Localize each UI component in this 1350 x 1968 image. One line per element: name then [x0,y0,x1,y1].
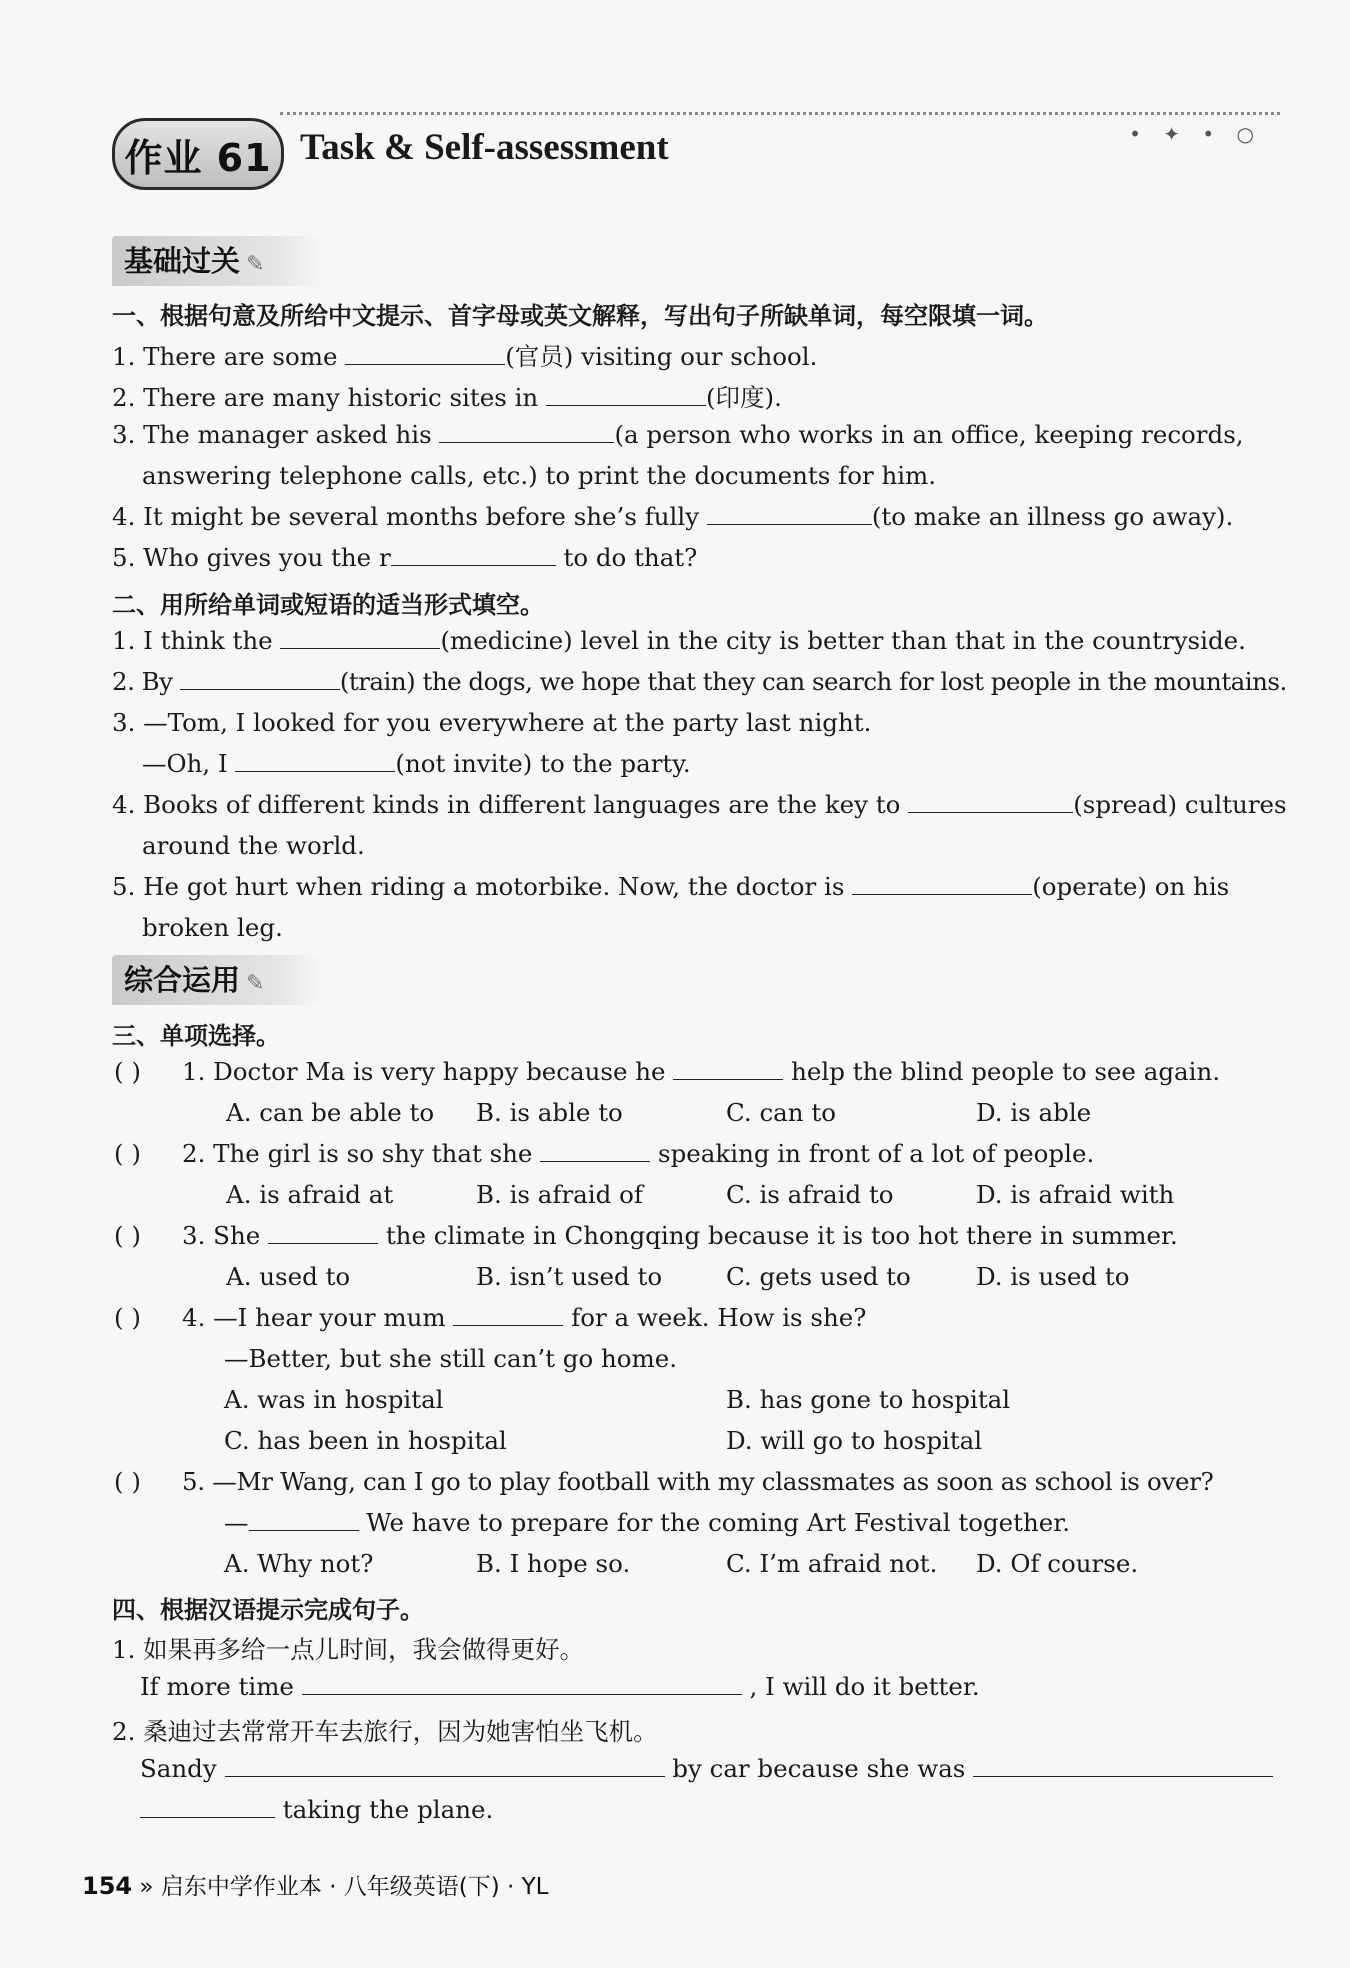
q-text: (not invite) to the party. [395,749,691,778]
option-d: D. is able [976,1098,1092,1127]
option-d: D. is afraid with [976,1180,1175,1209]
page-header [112,112,1262,192]
answer-blank[interactable] [235,749,395,772]
part2-q4 [112,790,1287,819]
q-text: the climate in Chongqing because it is too hot there in summer. [385,1221,1178,1250]
answer-blank[interactable] [439,420,614,443]
option-a: A. was in hospital [224,1385,444,1414]
assignment-badge: 作业 61 [112,118,284,190]
answer-parenthesis[interactable]: ( ) [114,1467,141,1496]
option-b: B. is afraid of [476,1180,643,1209]
part3-q4-reply: —Better, but she still can’t go home. [224,1344,678,1373]
q-text: (a person who works in an office, keeping records, [614,420,1244,449]
answer-blank[interactable] [140,1795,275,1818]
q-text: 1. I think the [112,626,273,655]
part4-q1 [140,1672,1265,1701]
q-text: (印度). [706,383,782,412]
option-c: C. can to [726,1098,836,1127]
part1-q2 [112,379,1265,414]
q-text: help the blind people to see again. [791,1057,1221,1086]
option-a: A. Why not? [224,1549,374,1578]
q-text: 4. It might be several months before she’s fully [112,502,700,531]
option-a: A. is afraid at [226,1180,394,1209]
answer-blank[interactable] [546,383,706,406]
part4-q1-chinese: 1. 如果再多给一点儿时间，我会做得更好。 [112,1635,585,1664]
q-text: 4. —I hear your mum [182,1303,446,1332]
part4-q2-cont [140,1795,1265,1824]
q-text: 5. He got hurt when riding a motorbike. Now, the doctor is [112,872,845,901]
section-banner-label: 基础过关 [124,244,241,278]
answer-blank[interactable] [973,1754,1273,1777]
q-text: — [224,1508,249,1537]
part2-q3: 3. —Tom, I looked for you everywhere at the party last night. [112,708,872,737]
part1-q3-cont: answering telephone calls, etc.) to print the documents for him. [142,461,937,490]
option-a: A. can be able to [226,1098,435,1127]
answer-parenthesis[interactable]: ( ) [114,1139,141,1168]
star-decoration-icon: • ✦ • ○ [1129,122,1262,146]
q-text: 2. The girl is so shy that she [182,1139,533,1168]
book-title: 启东中学作业本 · 八年级英语(下) · YL [160,1874,549,1900]
part1-heading: 一、根据句意及所给中文提示、首字母或英文解释，写出句子所缺单词，每空限填一词。 [112,302,1048,330]
part2-q1 [112,626,1265,655]
page-number: 154 [82,1872,133,1900]
q-text: (operate) on his [1032,872,1230,901]
header-dotted-line [280,112,1280,117]
option-b: B. has gone to hospital [726,1385,1011,1414]
answer-blank[interactable] [707,502,872,525]
pencil-icon: ✎ [246,971,265,996]
answer-parenthesis[interactable]: ( ) [114,1221,141,1250]
q-text: by car because she was [672,1754,966,1783]
option-b: B. isn’t used to [476,1262,663,1291]
option-b: B. I hope so. [476,1549,631,1578]
part2-q5-cont: broken leg. [142,913,283,942]
option-d: D. Of course. [976,1549,1139,1578]
q-text: We have to prepare for the coming Art Festival together. [366,1508,1071,1537]
answer-blank[interactable] [225,1754,665,1777]
q-text: 5. Who gives you the r [112,543,391,572]
q-text: (官员) visiting our school. [505,342,818,371]
part2-q2 [112,667,1287,696]
answer-blank [540,1139,650,1162]
double-arrow-icon: » [139,1874,154,1900]
q-text: for a week. How is she? [571,1303,867,1332]
part2-q3-reply [142,749,1265,778]
answer-blank[interactable] [908,790,1073,813]
answer-blank [268,1221,378,1244]
option-a: A. used to [226,1262,351,1291]
q-text: 2. By [112,667,173,696]
part3-q5: 5. —Mr Wang, can I go to play football with my classmates as soon as school is over? [182,1467,1214,1496]
q-text: 2. There are many historic sites in [112,383,539,412]
option-d: D. will go to hospital [726,1426,983,1455]
option-c: C. gets used to [726,1262,911,1291]
q-text: If more time [140,1672,294,1701]
q-text: 4. Books of different kinds in different languages are the key to [112,790,901,819]
part4-q2-chinese: 2. 桑迪过去常常开车去旅行，因为她害怕坐飞机。 [112,1717,658,1746]
part3-q1 [182,1057,1265,1086]
part3-q3 [182,1221,1265,1250]
pencil-icon: ✎ [246,252,265,277]
answer-blank[interactable] [852,872,1032,895]
part1-q4 [112,502,1265,531]
part2-heading: 二、用所给单词或短语的适当形式填空。 [112,591,544,619]
part3-q4 [182,1303,1265,1332]
q-text: 3. The manager asked his [112,420,432,449]
section-banner-applied [112,955,322,1005]
part2-q4-cont: around the world. [142,831,365,860]
answer-blank[interactable] [391,543,556,566]
option-c: C. I’m afraid not. [726,1549,938,1578]
answer-parenthesis[interactable]: ( ) [114,1303,141,1332]
page-title: Task & Self-assessment [300,127,669,168]
q-text: , I will do it better. [749,1672,980,1701]
option-b: B. is able to [476,1098,623,1127]
q-text: speaking in front of a lot of people. [658,1139,1095,1168]
part3-heading: 三、单项选择。 [112,1022,280,1050]
answer-blank [249,1508,359,1531]
q-text: 3. She [182,1221,261,1250]
q-text: Sandy [140,1754,217,1783]
answer-blank[interactable] [180,667,340,690]
q-text: (train) the dogs, we hope that they can search for lost people in the mountains. [339,667,1287,696]
part4-heading: 四、根据汉语提示完成句子。 [112,1596,424,1624]
part1-q5 [112,543,1265,572]
section-banner-basic [112,236,322,286]
answer-blank [673,1057,783,1080]
option-c: C. has been in hospital [224,1426,507,1455]
part3-q2 [182,1139,1265,1168]
answer-parenthesis[interactable]: ( ) [114,1057,141,1086]
q-text: (spread) cultures [1073,790,1287,819]
answer-blank[interactable] [280,626,440,649]
q-text: (to make an illness go away). [871,502,1234,531]
q-text: 1. Doctor Ma is very happy because he [182,1057,666,1086]
q-text: taking the plane. [282,1795,494,1824]
part2-q5 [112,872,1265,901]
page-footer [82,1868,549,1901]
section-banner-label: 综合运用 [124,963,241,997]
option-d: D. is used to [976,1262,1130,1291]
option-c: C. is afraid to [726,1180,894,1209]
part3-q5-reply [224,1508,1265,1537]
part1-q3 [112,420,1265,449]
q-text: to do that? [563,543,698,572]
q-text: 1. There are some [112,342,338,371]
answer-blank[interactable] [345,342,505,365]
answer-blank[interactable] [302,1672,742,1695]
q-text: (medicine) level in the city is better than that in the countryside. [440,626,1246,655]
q-text: —Oh, I [142,749,228,778]
part1-q1 [112,338,1265,373]
answer-blank [453,1303,563,1326]
part4-q2 [140,1754,1265,1783]
